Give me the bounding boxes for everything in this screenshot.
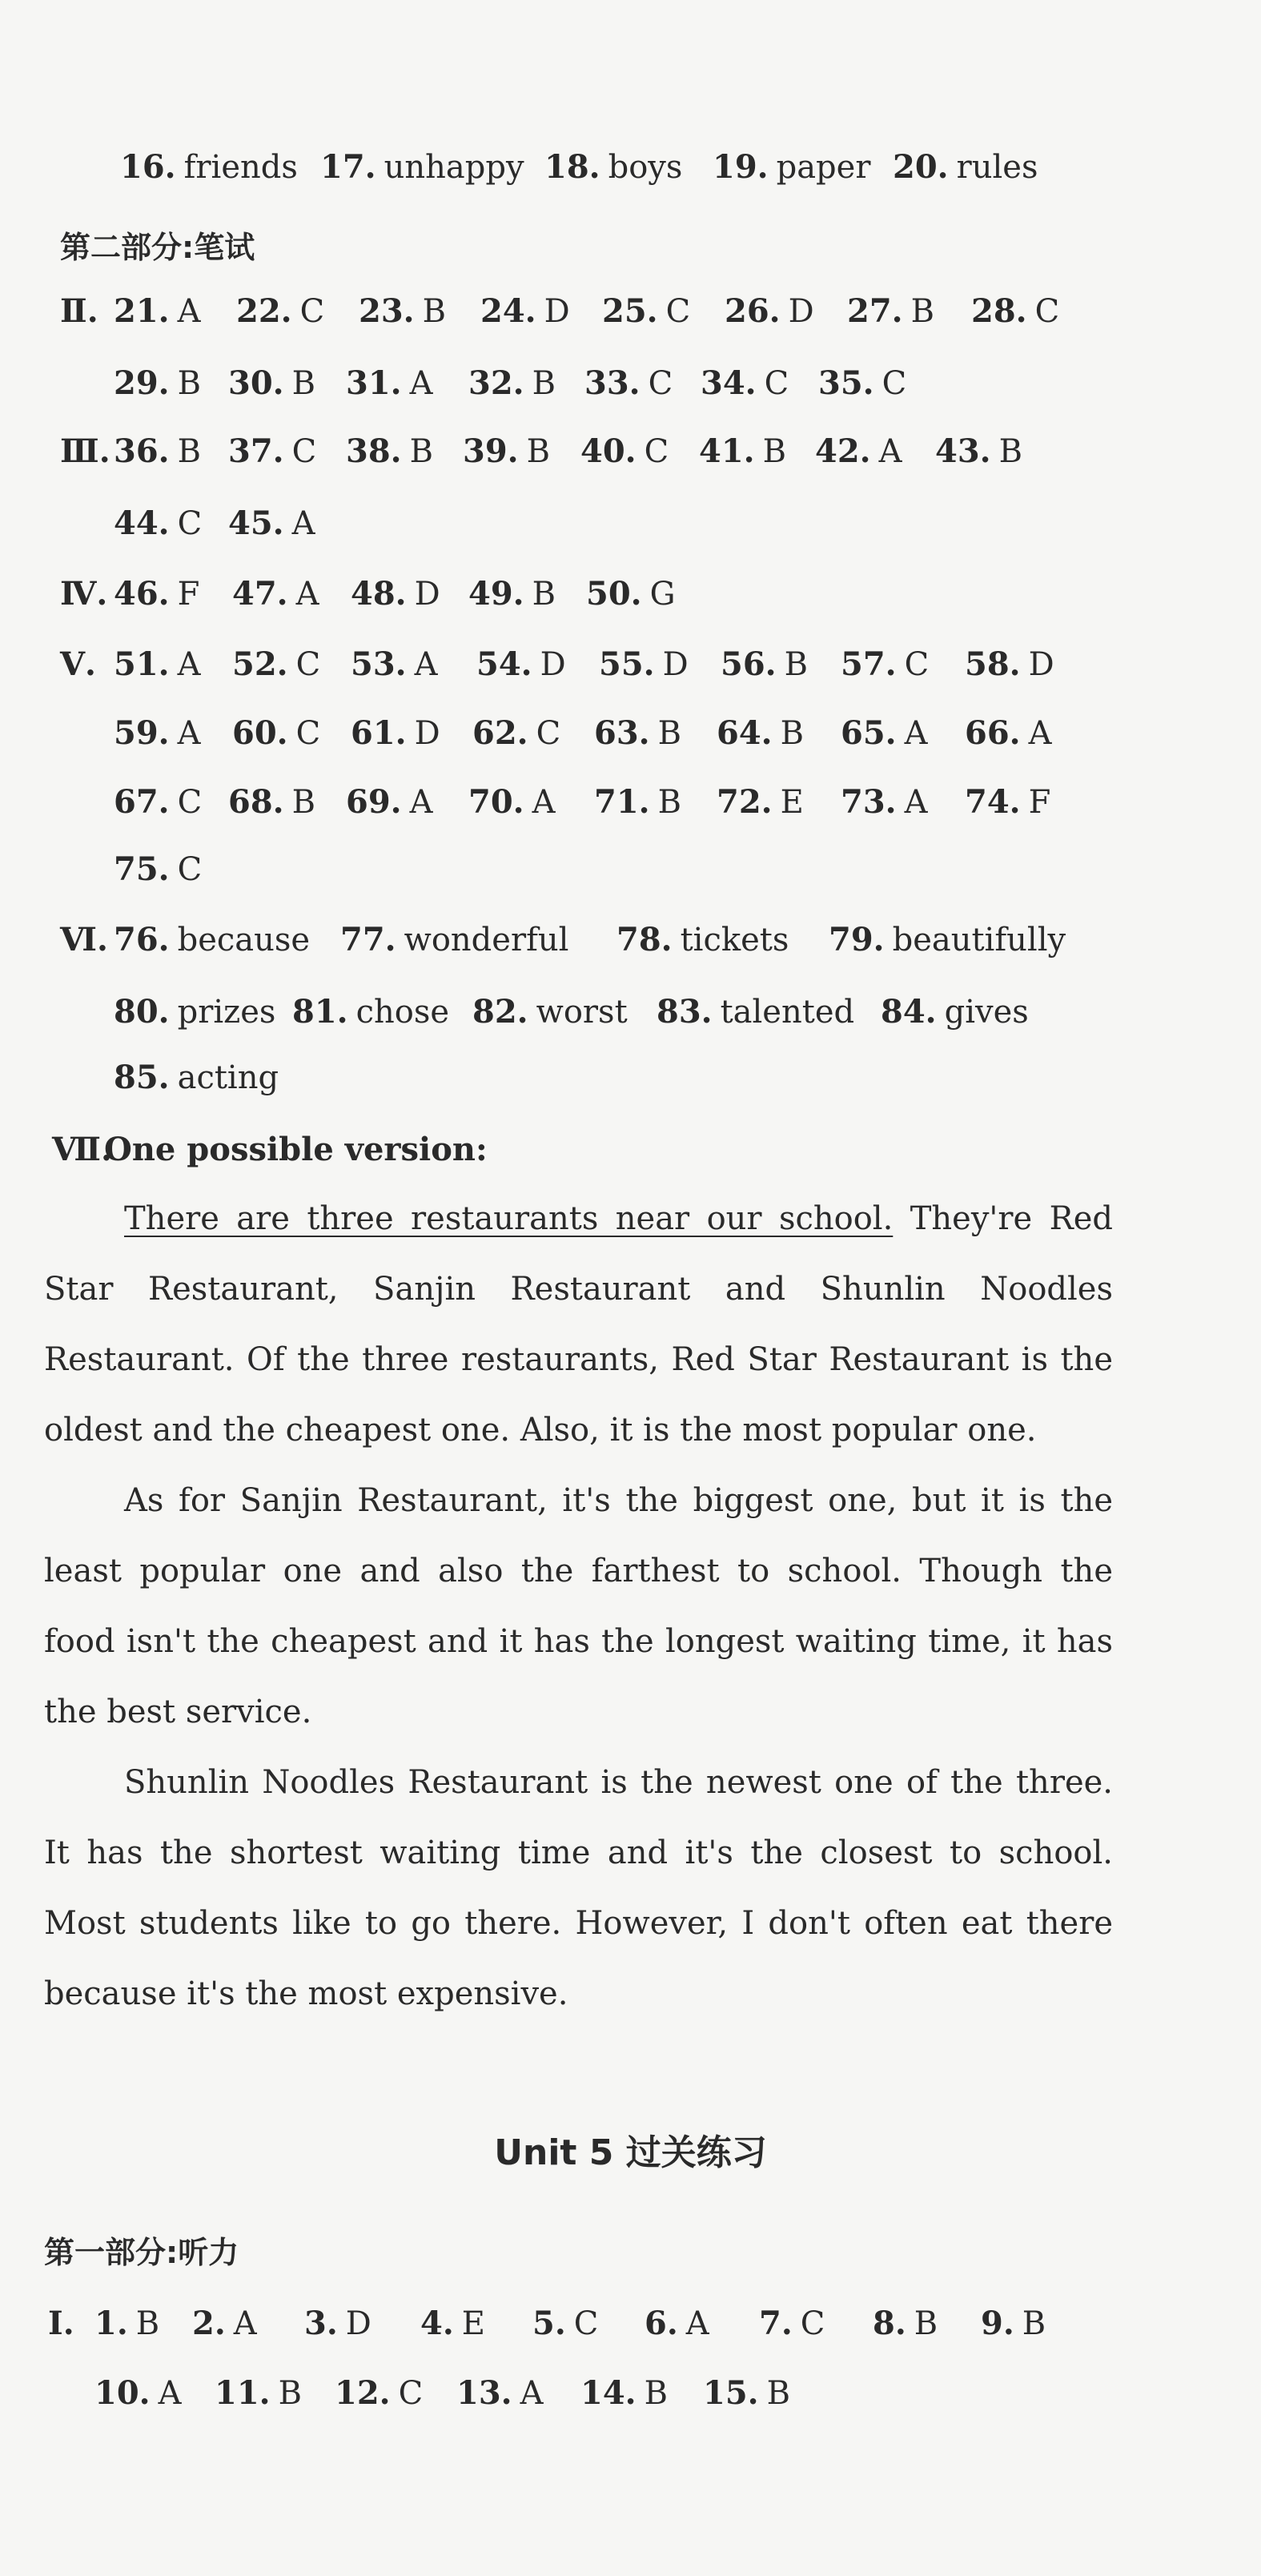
- answer-item: 24. D: [480, 292, 570, 330]
- answer-item: 52. C: [232, 645, 321, 683]
- unit-title: Unit 5 过关练习: [494, 2132, 767, 2173]
- answer-item: 20. rules: [893, 148, 1038, 186]
- answer-item: 31. A: [346, 364, 433, 402]
- answer-item: 1. B: [94, 2305, 160, 2342]
- answer-item: 80. prizes: [114, 993, 276, 1031]
- answer-item: 39. B: [463, 432, 550, 470]
- answer-item: 81. chose: [292, 993, 450, 1031]
- answer-item: 49. B: [468, 575, 556, 613]
- answer-item: 61. D: [351, 714, 440, 752]
- answer-item: 21. A: [114, 292, 201, 330]
- answer-item: 19. paper: [713, 148, 871, 186]
- answer-item: 17. unhappy: [320, 148, 524, 186]
- sample-essay: [44, 1184, 1113, 2029]
- answer-item: 9. B: [981, 2305, 1046, 2342]
- answer-item: 7. C: [759, 2305, 825, 2342]
- answer-item: 6. A: [645, 2305, 709, 2342]
- answer-item: 23. B: [359, 292, 446, 330]
- answer-item: 63. B: [594, 714, 681, 752]
- answer-item: 57. C: [841, 645, 930, 683]
- answer-item: 47. A: [232, 575, 319, 613]
- answer-item: 45. A: [228, 504, 315, 542]
- answer-item: 48. D: [351, 575, 440, 613]
- section-number: Ⅱ.: [60, 292, 98, 330]
- answer-item: 28. C: [971, 292, 1060, 330]
- answer-item: 60. C: [232, 714, 321, 752]
- answer-item: 42. A: [815, 432, 902, 470]
- answer-item: 30. B: [228, 364, 315, 402]
- section-number: Ⅳ.: [60, 575, 108, 613]
- answer-item: 51. A: [114, 645, 201, 683]
- answer-item: 38. B: [346, 432, 433, 470]
- answer-item: 66. A: [965, 714, 1052, 752]
- answer-item: 74. F: [965, 783, 1051, 821]
- answer-item: 82. worst: [472, 993, 628, 1031]
- answer-item: 15. B: [703, 2374, 790, 2412]
- answer-item: 79. beautifully: [829, 921, 1066, 958]
- answer-item: 50. G: [586, 575, 676, 613]
- answer-item: 29. B: [114, 364, 201, 402]
- answer-item: 70. A: [468, 783, 556, 821]
- essay-paragraph-3: Shunlin Noodles Restaurant is the newest one of the three. It has the shortest waiting time and it's the closest to school. Most students like to go there. However, I don't often eat there because it's the most expensive.: [44, 1764, 1113, 2012]
- answer-item: 25. C: [602, 292, 691, 330]
- answer-item: 78. tickets: [616, 921, 789, 958]
- section-number: Ⅴ.: [60, 645, 96, 683]
- answer-item: 54. D: [476, 645, 566, 683]
- answer-item: 4. E: [420, 2305, 485, 2342]
- answer-item: 40. C: [580, 432, 669, 470]
- answer-item: 76. because: [114, 921, 311, 958]
- answer-item: 72. E: [717, 783, 804, 821]
- answer-item: 64. B: [717, 714, 804, 752]
- essay-paragraph-2: As for Sanjin Restaurant, it's the biggest one, but it is the least popular one and also the farthest to school. Though the food isn't the cheapest and it has the longest waiting time, it has the best service.: [44, 1482, 1113, 1730]
- answer-item: 46. F: [114, 575, 200, 613]
- answer-item: 18. boys: [544, 148, 683, 186]
- answer-item: 36. B: [114, 432, 201, 470]
- answer-item: 75. C: [114, 850, 203, 888]
- answer-item: 33. C: [584, 364, 673, 402]
- answer-item: 2. A: [192, 2305, 257, 2342]
- answer-item: 3. D: [304, 2305, 371, 2342]
- sample-essay-label: One possible version:: [104, 1131, 488, 1168]
- answer-item: 71. B: [594, 783, 681, 821]
- answer-item: 84. gives: [881, 993, 1029, 1031]
- answer-item: 65. A: [841, 714, 928, 752]
- answer-item: 56. B: [721, 645, 808, 683]
- answer-item: 44. C: [114, 504, 203, 542]
- section-number: Ⅵ.: [60, 921, 108, 958]
- answer-item: 59. A: [114, 714, 201, 752]
- answer-item: 68. B: [228, 783, 315, 821]
- answer-item: 12. C: [335, 2374, 424, 2412]
- answer-item: 5. C: [532, 2305, 599, 2342]
- essay-paragraph-1: There are three restaurants near our school. They're Red Star Restaurant, Sanjin Restaurant and Shunlin Noodles Restaurant. Of the three restaurants, Red Star Restaurant is the oldest and the cheapest one. Also, it is the most popular one.: [44, 1200, 1114, 1449]
- answer-item: 26. D: [725, 292, 814, 330]
- section-number: Ⅲ.: [60, 432, 110, 470]
- answer-item: 67. C: [114, 783, 203, 821]
- answer-item: 58. D: [965, 645, 1054, 683]
- essay-underlined-sentence: There are three restaurants near our school.: [124, 1200, 894, 1237]
- answer-item: 10. A: [94, 2374, 182, 2412]
- answer-item: 37. C: [228, 432, 317, 470]
- answer-item: 83. talented: [657, 993, 855, 1031]
- part-one-heading: 第一部分:听力: [44, 2235, 239, 2270]
- part-two-heading: 第二部分:笔试: [60, 230, 255, 265]
- answer-item: 62. C: [472, 714, 561, 752]
- answer-item: 73. A: [841, 783, 928, 821]
- section-number: Ⅶ.: [52, 1131, 112, 1168]
- answer-item: 34. C: [701, 364, 789, 402]
- answer-item: 41. B: [699, 432, 786, 470]
- answer-item: 22. C: [236, 292, 325, 330]
- answer-item: 53. A: [351, 645, 438, 683]
- answer-item: 69. A: [346, 783, 433, 821]
- answer-item: 14. B: [580, 2374, 668, 2412]
- answer-item: 77. wonderful: [340, 921, 569, 958]
- answer-item: 85. acting: [114, 1059, 279, 1096]
- section-number: Ⅰ.: [48, 2305, 74, 2342]
- answer-item: 32. B: [468, 364, 556, 402]
- answer-item: 35. C: [818, 364, 907, 402]
- answer-item: 27. B: [847, 292, 934, 330]
- answer-item: 13. A: [456, 2374, 544, 2412]
- answer-item: 55. D: [599, 645, 689, 683]
- answer-item: 43. B: [935, 432, 1022, 470]
- answer-item: 11. B: [215, 2374, 302, 2412]
- answer-item: 8. B: [873, 2305, 938, 2342]
- answer-item: 16. friends: [120, 148, 298, 186]
